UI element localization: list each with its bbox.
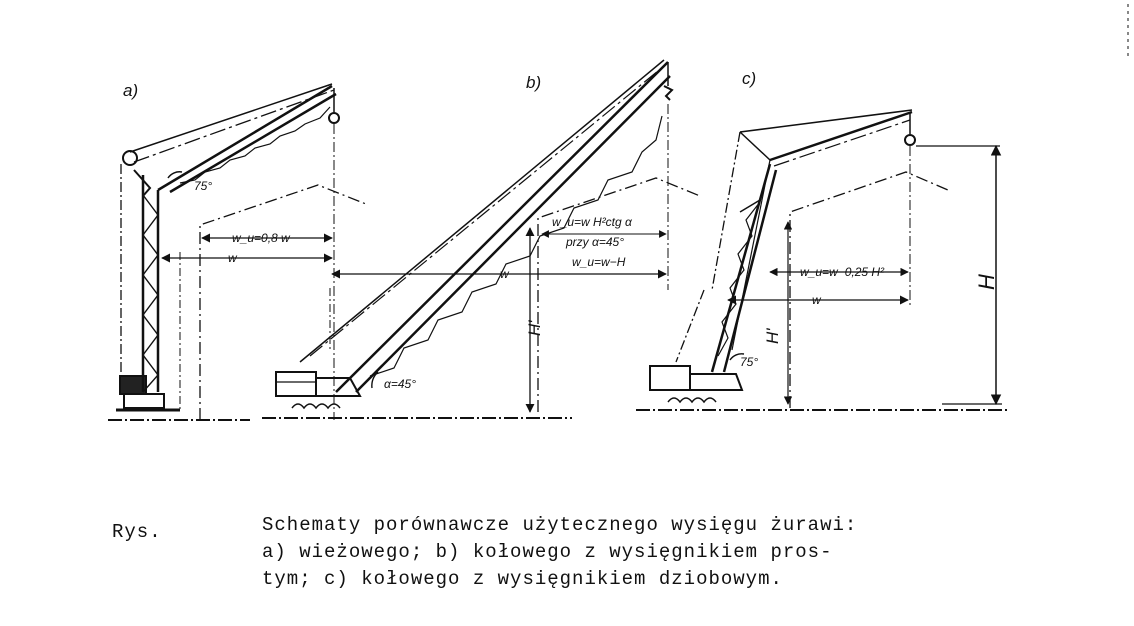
panel-b-formula-1: w_u=w H²ctg α	[552, 215, 632, 229]
panel-b-angle-label: α=45°	[384, 377, 416, 391]
panel-c-luffing-jib-crane	[636, 110, 1010, 410]
caption-prefix: Rys.	[112, 521, 162, 543]
panel-a-building-outline	[200, 185, 366, 420]
caption-line-3: tym; c) kołowego z wysięgnikiem dziobowym.	[262, 568, 783, 590]
caption-line-1: Schematy porównawcze użytecznego wysięgu żurawi:	[262, 514, 858, 536]
panel-a-tower-crane	[108, 84, 366, 420]
panel-c-height-label: H	[974, 274, 999, 290]
panel-b-carrier	[276, 372, 316, 396]
panel-b-formula-2: przy α=45°	[566, 235, 625, 249]
panel-b-reach-label: w	[500, 267, 509, 281]
panel-a-angle-label: 75°	[194, 179, 213, 193]
panel-b-label: b)	[526, 73, 542, 92]
panel-a-label: a)	[123, 81, 139, 100]
panel-c-building-outline	[790, 172, 948, 408]
panel-c-reach-label: w	[812, 293, 821, 307]
panel-c-label: c)	[742, 69, 757, 88]
panel-a-reach-label: w	[228, 251, 237, 265]
panel-a-hook	[329, 113, 339, 123]
panel-b-hook	[664, 86, 672, 100]
panel-c-hook	[905, 135, 915, 145]
panel-b-formula-3: w_u=w−H	[572, 255, 626, 269]
panel-c-carrier	[650, 366, 690, 390]
panel-b-building-outline	[538, 178, 700, 412]
panel-c-inner-height-label: H'	[763, 328, 782, 344]
caption-line-2: a) wieżowego; b) kołowego z wysięgnikiem pros-	[262, 541, 833, 563]
panel-b-height-label: H'	[525, 320, 544, 336]
panel-a-boom	[158, 86, 332, 190]
panel-c-angle-label: 75°	[740, 355, 759, 369]
panel-b-straight-boom-crane	[262, 60, 700, 418]
panel-c-main-boom	[712, 164, 770, 372]
panel-c-reach-formula: w_u=w−0,25 H²	[800, 265, 885, 279]
panel-a-reach-formula: w_u=0,8 w	[232, 231, 290, 245]
panel-a-mast-lattice	[143, 195, 158, 392]
